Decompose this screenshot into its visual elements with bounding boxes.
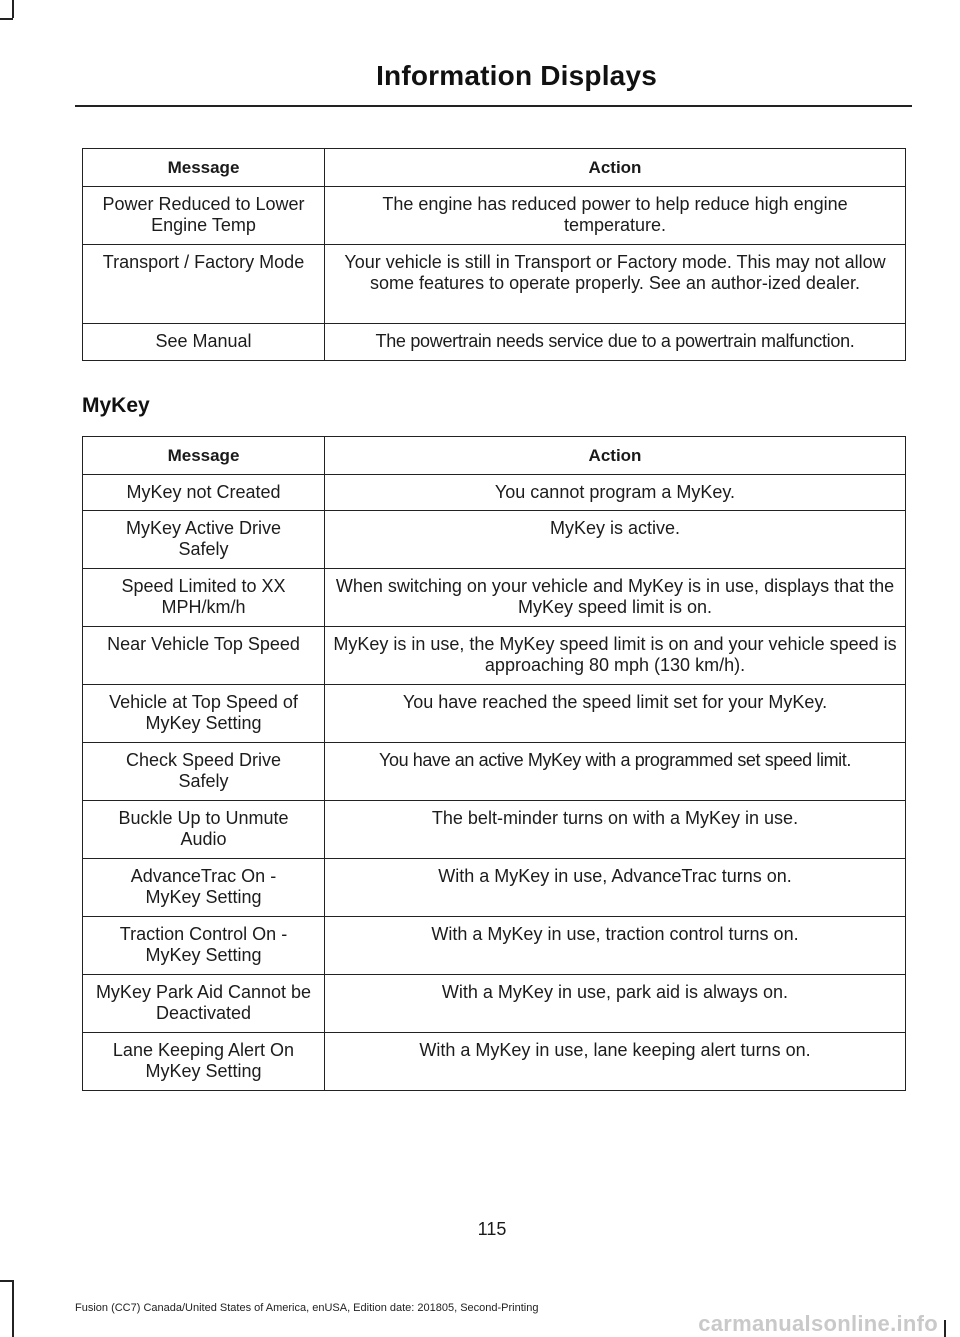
table-header-row — [83, 437, 906, 475]
header-divider — [75, 105, 912, 107]
action-cell: Your vehicle is still in Transport or Factory mode. This may not allow some features to operate properly. See an author-ized dealer. — [325, 245, 906, 324]
table-row — [83, 324, 906, 361]
table-header-row — [83, 149, 906, 187]
table-row — [83, 975, 906, 1033]
table-row — [83, 475, 906, 511]
message-cell: Lane Keeping Alert On MyKey Setting — [83, 1033, 325, 1091]
column-header-message: Message — [83, 149, 325, 187]
message-cell: Power Reduced to Lower Engine Temp — [83, 187, 325, 245]
table-row — [83, 743, 906, 801]
table-row — [83, 1033, 906, 1091]
action-cell: You have an active MyKey with a programmed set speed limit. — [325, 743, 906, 801]
action-cell: MyKey is active. — [325, 511, 906, 569]
action-cell: The powertrain needs service due to a powertrain malfunction. — [325, 324, 906, 361]
section-heading: MyKey — [82, 394, 150, 417]
crop-mark — [12, 0, 14, 18]
message-cell: Buckle Up to Unmute Audio — [83, 801, 325, 859]
table-row — [83, 511, 906, 569]
column-header-action: Action — [325, 149, 906, 187]
watermark: carmanualsonline.info — [698, 1311, 938, 1336]
message-cell: AdvanceTrac On - MyKey Setting — [83, 859, 325, 917]
message-cell: Speed Limited to XX MPH/km/h — [83, 569, 325, 627]
action-cell: When switching on your vehicle and MyKey is in use, displays that the MyKey speed limit is on. — [325, 569, 906, 627]
page-title: Information Displays — [376, 60, 657, 91]
message-cell: Vehicle at Top Speed of MyKey Setting — [83, 685, 325, 743]
action-cell: The belt-minder turns on with a MyKey in use. — [325, 801, 906, 859]
crop-mark — [944, 1320, 946, 1337]
table-row — [83, 685, 906, 743]
table-row — [83, 187, 906, 245]
warning-messages-table — [82, 148, 906, 361]
table-row — [83, 801, 906, 859]
action-cell: MyKey is in use, the MyKey speed limit is on and your vehicle speed is approaching 80 mph (130 km/h). — [325, 627, 906, 685]
message-cell: See Manual — [83, 324, 325, 361]
mykey-messages-table — [82, 436, 906, 1091]
message-cell: MyKey Park Aid Cannot be Deactivated — [83, 975, 325, 1033]
action-cell: With a MyKey in use, traction control turns on. — [325, 917, 906, 975]
column-header-message: Message — [83, 437, 325, 475]
table-row — [83, 245, 906, 324]
table-row — [83, 627, 906, 685]
message-cell: MyKey Active Drive Safely — [83, 511, 325, 569]
action-cell: With a MyKey in use, lane keeping alert turns on. — [325, 1033, 906, 1091]
crop-mark — [0, 18, 13, 20]
action-cell: You have reached the speed limit set for your MyKey. — [325, 685, 906, 743]
column-header-action: Action — [325, 437, 906, 475]
table-row — [83, 917, 906, 975]
message-cell: Transport / Factory Mode — [83, 245, 325, 324]
edition-footer: Fusion (CC7) Canada/United States of America, enUSA, Edition date: 201805, Second-Printing — [75, 1302, 539, 1314]
crop-mark — [12, 1280, 14, 1337]
message-cell: Near Vehicle Top Speed — [83, 627, 325, 685]
table-row — [83, 859, 906, 917]
message-cell: Check Speed Drive Safely — [83, 743, 325, 801]
table-row — [83, 569, 906, 627]
action-cell: You cannot program a MyKey. — [325, 475, 906, 511]
message-cell: Traction Control On - MyKey Setting — [83, 917, 325, 975]
action-cell: With a MyKey in use, AdvanceTrac turns on. — [325, 859, 906, 917]
crop-mark — [0, 1280, 13, 1282]
action-cell: The engine has reduced power to help reduce high engine temperature. — [325, 187, 906, 245]
page-number: 115 — [477, 1219, 507, 1239]
message-cell: MyKey not Created — [83, 475, 325, 511]
action-cell: With a MyKey in use, park aid is always on. — [325, 975, 906, 1033]
